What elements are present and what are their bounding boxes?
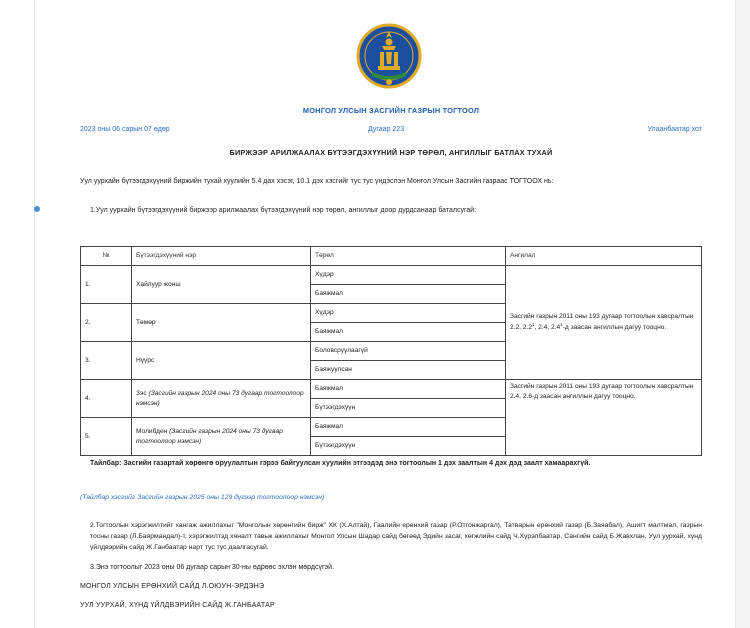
product-type: Баяжуулсан	[311, 361, 506, 380]
product-type: Хүдэр	[311, 266, 506, 285]
product-type: Баяжмал	[311, 323, 506, 342]
product-type: Бүтээгдэхүүн	[311, 399, 506, 418]
row-number: 1.	[81, 266, 132, 304]
product-name: Зэс (Засгийн газрын 2024 оны 73 дугаар тогтоолоор нэмсэн)	[132, 380, 311, 418]
row-number: 3.	[81, 342, 132, 380]
item-3: 3.Энэ тогтоолыг 2023 оны 06 дугаар сарын 30-ны өдрөөс эхлэн мөрдсүгэй.	[90, 564, 334, 571]
item-1: 1.Уул уурхайн бүтээгдэхүүний биржээр арилжаалах бүтээгдэхүүний нэр төрөл, ангиллыг доор дурдсанаар баталсугай:	[90, 207, 477, 214]
row-number: 2.	[81, 304, 132, 342]
signature-minister: УУЛ УУРХАЙ, ХҮНД ҮЙЛДВЭРИЙН САЙД Ж.ГАНБААТАР	[80, 602, 275, 609]
product-type: Баяжмал	[311, 380, 506, 399]
row-number: 5.	[81, 418, 132, 456]
product-type: Боловсруулаагүй	[311, 342, 506, 361]
table-row	[81, 266, 702, 285]
product-type: Бүтээгдэхүүн	[311, 437, 506, 456]
product-name: Молибден (Засгийн газрын 2024 оны 73 дугаар тогтоолоор нэмсэн)	[132, 418, 311, 456]
header-type: Төрөл	[311, 247, 506, 266]
decree-place: Улаанбаатар хот	[647, 126, 702, 133]
decree-date: 2023 оны 06 сарын 07 өдөр	[80, 126, 170, 133]
table-row	[81, 380, 702, 399]
row-number: 4.	[81, 380, 132, 418]
state-emblem-icon	[356, 22, 422, 92]
left-margin	[0, 0, 35, 628]
document-title: БИРЖЭЭР АРИЛЖААЛАХ БҮТЭЭГДЭХҮҮНИЙ НЭР ТӨРӨЛ, АНГИЛЛЫГ БАТЛАХ ТУХАЙ	[229, 148, 553, 157]
product-name: Нүүрс	[132, 342, 311, 380]
table-header-row	[81, 247, 702, 266]
scrollbar[interactable]	[735, 0, 750, 628]
government-title: МОНГОЛ УЛСЫН ЗАСГИЙН ГАЗРЫН ТОГТООЛ	[302, 106, 480, 115]
product-type: Баяжмал	[311, 418, 506, 437]
document-page	[78, 0, 704, 628]
bullet-marker-icon	[34, 206, 40, 212]
product-name: Төмөр	[132, 304, 311, 342]
header-name: Бүтээгдэхүүний нэр	[132, 247, 311, 266]
explanatory-note: Тайлбар: Засгийн газартай хөрөнгө оруулалтын гэрээ байгуулсан хуулийн этгээдэд энэ тогтоолын 1 дэх заалтын 4 дэх дэд заалт хамаарахгүй.	[90, 460, 591, 467]
signature-pm: МОНГОЛ УЛСЫН ЕРӨНХИЙ САЙД Л.ОЮУН-ЭРДЭНЭ	[80, 583, 265, 590]
product-name: Хайлуур жонш	[132, 266, 311, 304]
product-type: Баяжмал	[311, 285, 506, 304]
amendment-note: (Тайлбар хэсгийг Засгийн газрын 2025 оны 129 дүгээр тогтоолоор нэмсэн)	[80, 494, 325, 501]
classification-b: Засгийн газрын 2011 оны 193 дугаар тогтоолын хавсралтын 2.4, 2.6-д заасан ангиллын дагуу тооцно.	[506, 380, 702, 456]
product-table	[80, 246, 702, 456]
product-type: Хүдэр	[311, 304, 506, 323]
decree-number: Дугаар 223	[368, 126, 405, 133]
classification-a: Засгийн газрын 2011 оны 193 дугаар тогтоолын хавсралтын 2.2, $2.2^1$, 2.4, $2.4^1-д$ заасан ангиллын дагуу тооцно.	[506, 266, 702, 380]
header-no: №	[81, 247, 132, 266]
item-2: 2.Тогтоолын хэрэгжилтийг хангаж ажиллахыг "Монголын хөрөнгийн бирж" ХК (Х.Алтай), Гаалийн ерөнхий газар (Р.Отгонжаргал), Татварын ерөнхий газар (Б.Заяабал), Ашигт малтмал, газрын тосны газар (Л.Баярмандал)-т, хэрэгжилтэд хяналт тавьж ажиллахыг Монгол Улсын Шадар сайд бөгөөд Эдийн засаг, хөгжлийн сайд Ч.Хүрэлбаатар, Сангийн сайд Б.Жавхлан, Уул уурхай, хүнд үйлдвэрийн сайд Ж.Ганбаатар нарт тус тус даалгасугай.	[90, 522, 702, 551]
header-class: Ангилал	[506, 247, 702, 266]
preamble: Уул уурхайн бүтээгдэхүүний биржийн тухай хуулийн 5.4 дах хэсэг, 10.1 дэх хэсгийг тус тус үндэслэн Монгол Улсын Засгийн газраас ТОГТООХ нь:	[80, 178, 554, 185]
